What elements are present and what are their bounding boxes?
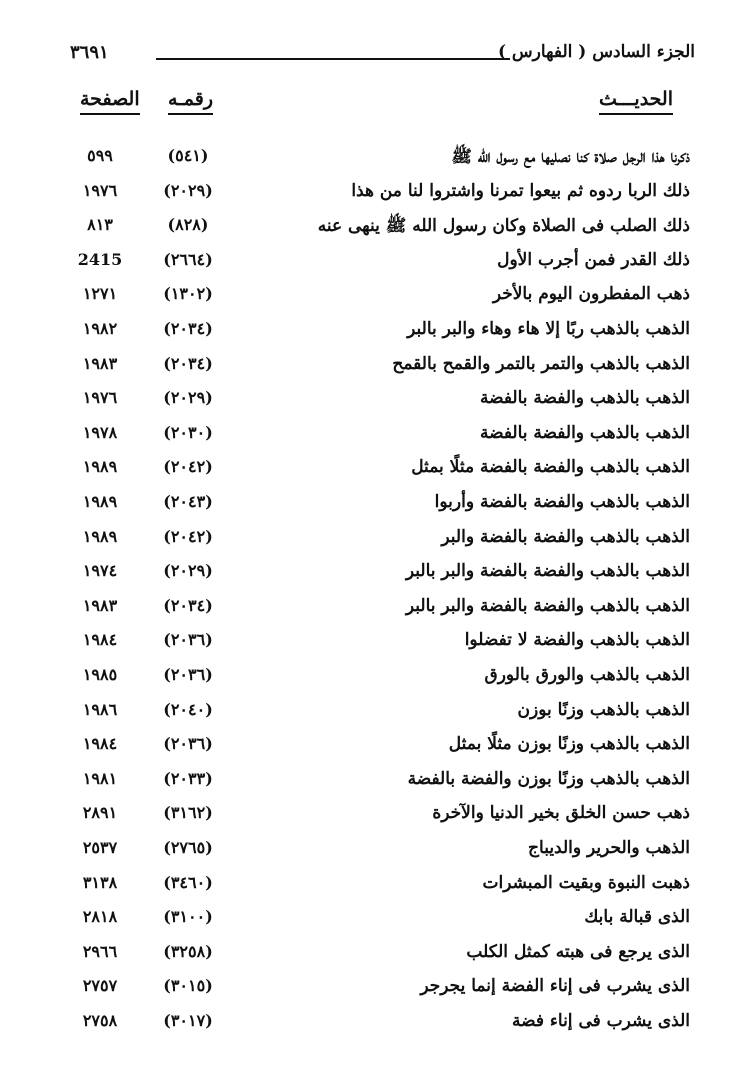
page-ref: ١٩٨٣ — [82, 595, 118, 615]
index-row — [0, 799, 755, 834]
column-header-page: الصفحة — [80, 88, 140, 115]
hadith-number: (٣٠١٧) — [163, 1011, 213, 1030]
page-ref: ٢٧٥٨ — [82, 1011, 118, 1030]
page-ref: ١٩٨٥ — [82, 665, 118, 684]
hadith-number: (٢٠٢٩) — [163, 180, 213, 200]
hadith-text: الذهب والحرير والديباج — [528, 838, 690, 858]
page-ref: ٨١٣ — [87, 215, 113, 235]
page-ref: ١٩٨٣ — [82, 353, 118, 373]
hadith-text: ذهبت النبوة وبقيت المبشرات — [482, 872, 690, 893]
page-ref: ١٩٨٩ — [82, 492, 118, 511]
hadith-text: الذى يشرب فى إناء الفضة إنما يجرجر — [420, 976, 690, 997]
hadith-number: (٢٠٣٤) — [163, 319, 213, 338]
hadith-number: (٢٠٣٦) — [163, 665, 213, 684]
running-header — [70, 42, 695, 72]
hadith-number: (٢٠٢٩) — [163, 561, 213, 581]
page-ref: ١٩٧٦ — [82, 388, 118, 408]
page-ref: ١٩٧٨ — [82, 422, 118, 442]
hadith-number: (٣١٦٢) — [163, 803, 213, 823]
running-header-title: الجزء السادس ( الفهارس ) — [497, 42, 695, 62]
index-row — [0, 419, 755, 454]
index-row — [0, 592, 755, 627]
page-ref: ١٩٧٦ — [82, 180, 118, 200]
hadith-text: ذلك الصلب فى الصلاة وكان رسول الله ﷺ ينهى عنه — [317, 216, 690, 237]
page-ref: ٣١٣٨ — [82, 872, 118, 892]
page-ref: ٢٨٩١ — [82, 803, 118, 823]
page-ref: ١٩٨٩ — [82, 526, 118, 546]
hadith-text: الذى يرجع فى هبته كمثل الكلب — [466, 941, 690, 962]
index-row — [0, 211, 755, 246]
hadith-text: الذهب بالذهب وزنًا بوزن والفضة بالفضة — [407, 768, 690, 789]
hadith-text: الذهب بالذهب والفضة بالفضة — [479, 422, 690, 443]
index-row — [0, 523, 755, 558]
index-row — [0, 246, 755, 281]
hadith-number: (٢٠٣٦) — [163, 734, 213, 754]
page-ref: ٢٥٣٧ — [82, 838, 118, 857]
hadith-number: (٣٤٦٠) — [163, 872, 213, 892]
page-ref: ٢٨١٨ — [82, 907, 118, 927]
hadith-number: (١٣٠٢) — [163, 284, 213, 304]
page-ref: ١٩٨٤ — [82, 734, 118, 754]
index-row — [0, 315, 755, 350]
page-ref: ١٢٧١ — [82, 284, 118, 304]
index-row — [0, 557, 755, 592]
index-row — [0, 350, 755, 385]
hadith-text: الذى يشرب فى إناء فضة — [512, 1011, 690, 1031]
page-ref: 2415 — [77, 249, 123, 269]
hadith-number: (٢٠٢٩) — [163, 388, 213, 408]
hadith-number: (٢٧٦٥) — [163, 838, 213, 857]
hadith-text: الذهب بالذهب والورق بالورق — [484, 665, 690, 685]
index-row — [0, 730, 755, 765]
index-row — [0, 972, 755, 1007]
hadith-number: (٢٠٤٣) — [163, 492, 213, 511]
hadith-text: الذهب بالذهب وزنًا بوزن — [517, 699, 690, 720]
hadith-text: ذكرنا هذا الرجل صلاة كنا نصليها مع رسول الله ﷺ — [451, 147, 690, 167]
hadith-text: الذهب بالذهب والفضة بالفضة والبر بالبر — [405, 595, 690, 616]
hadith-number: (٣١٠٠) — [163, 907, 213, 927]
hadith-text: ذلك الربا ردوه ثم بيعوا تمرنا واشتروا لنا من هذا — [351, 180, 690, 201]
hadith-text: الذهب بالذهب وزنًا بوزن مثلًا بمثل — [448, 734, 690, 755]
index-row — [0, 696, 755, 731]
index-row — [0, 626, 755, 661]
page-ref: ١٩٨١ — [82, 768, 118, 788]
page-ref: ١٩٨٦ — [82, 699, 118, 719]
index-row — [0, 903, 755, 938]
hadith-number: (٢٠٤٢) — [163, 457, 213, 477]
index-row — [0, 453, 755, 488]
hadith-text: الذهب بالذهب والفضة بالفضة والبر — [441, 526, 690, 547]
page-ref: ١٩٨٤ — [82, 630, 118, 650]
hadith-text: ذهب حسن الخلق بخير الدنيا والآخرة — [432, 803, 690, 824]
hadith-text: ذهب المفطرون اليوم بالأخر — [492, 284, 690, 305]
hadith-text: الذى قبالة بابك — [584, 907, 690, 928]
index-row — [0, 177, 755, 212]
hadith-text: الذهب بالذهب ربًا إلا هاء وهاء والبر بالبر — [407, 319, 690, 339]
page-ref: ٢٧٥٧ — [82, 976, 118, 996]
hadith-number: (٢٦٦٤) — [163, 249, 213, 269]
hadith-text: الذهب بالذهب والفضة لا تفضلوا — [464, 630, 690, 651]
hadith-text: الذهب بالذهب والفضة بالفضة والبر بالبر — [405, 561, 690, 582]
hadith-number: (٨٢٨) — [167, 215, 209, 235]
page-ref: ٥٩٩ — [87, 146, 113, 165]
page-ref: ١٩٨٢ — [82, 319, 118, 338]
hadith-text: الذهب بالذهب والفضة بالفضة — [479, 388, 690, 409]
hadith-text: ذلك القدر فمن أجرب الأول — [497, 249, 690, 270]
header-rule — [156, 58, 510, 60]
page-ref: ١٩٧٤ — [82, 561, 118, 581]
hadith-number: (٣٢٥٨) — [163, 941, 213, 961]
hadith-text: الذهب بالذهب والتمر بالتمر والقمح بالقمح — [392, 353, 690, 374]
hadith-number: (٥٤١) — [167, 146, 209, 165]
index-row — [0, 661, 755, 696]
page-ref: ٢٩٦٦ — [82, 941, 118, 961]
page-number: ٣٦٩١ — [70, 42, 109, 63]
hadith-number: (٢٠٣٤) — [163, 353, 213, 373]
hadith-number: (٢٠٣٠) — [163, 422, 213, 442]
hadith-number: (٢٠٣٤) — [163, 595, 213, 615]
hadith-number: (٢٠٤٠) — [163, 699, 213, 719]
index-row — [0, 384, 755, 419]
column-header-hadith: الحديـــث — [599, 88, 673, 115]
index-row — [0, 142, 755, 177]
hadith-number: (٢٠٣٣) — [163, 768, 213, 788]
index-row — [0, 488, 755, 523]
page-ref: ١٩٨٩ — [82, 457, 118, 477]
hadith-text: الذهب بالذهب والفضة بالفضة مثلًا بمثل — [411, 457, 690, 478]
index-row — [0, 834, 755, 869]
column-header-number: رقمـه — [168, 88, 213, 115]
hadith-number: (٣٠١٥) — [163, 976, 213, 996]
hadith-text: الذهب بالذهب والفضة بالفضة وأربوا — [434, 492, 690, 512]
hadith-number: (٢٠٤٢) — [163, 526, 213, 546]
index-row — [0, 938, 755, 973]
index-row — [0, 869, 755, 904]
hadith-number: (٢٠٣٦) — [163, 630, 213, 650]
index-row — [0, 280, 755, 315]
index-row — [0, 765, 755, 800]
index-row — [0, 1007, 755, 1042]
